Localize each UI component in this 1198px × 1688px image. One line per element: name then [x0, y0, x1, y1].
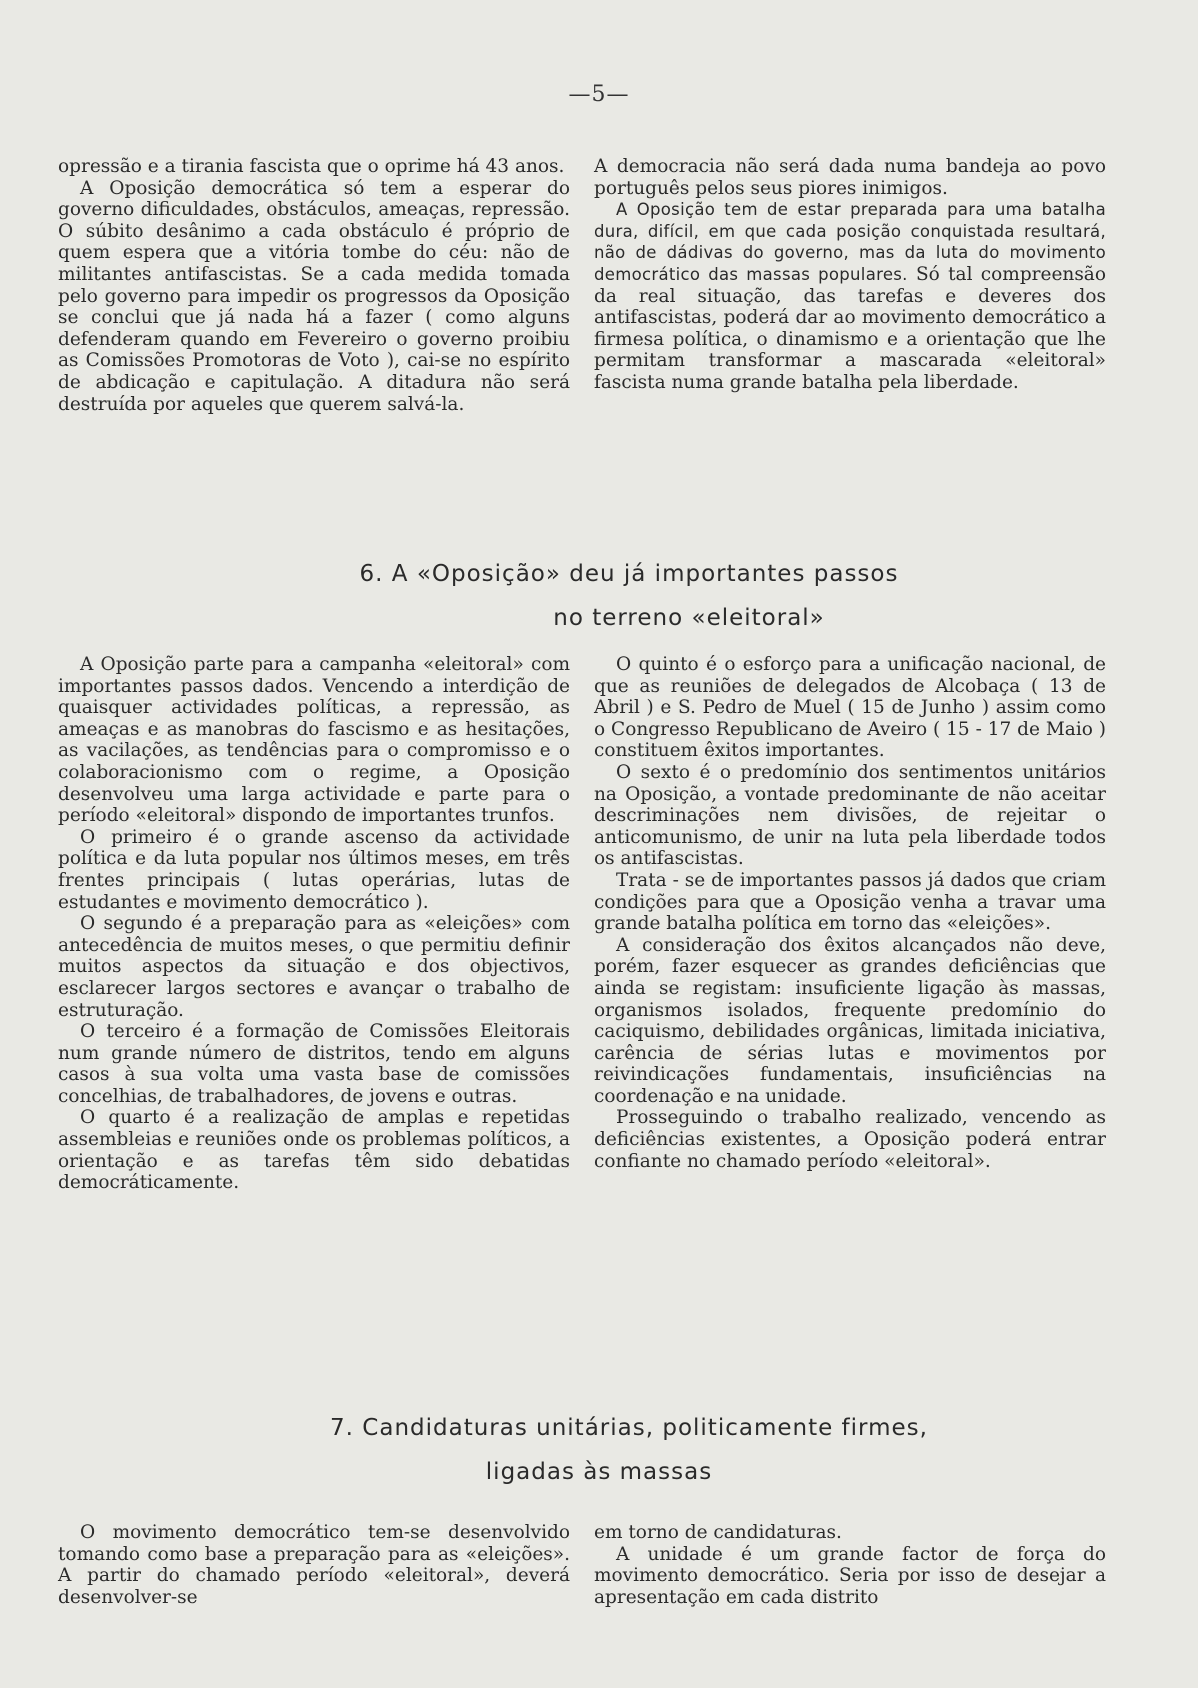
paragraph: A consideração dos êxitos alcançados não deve, porém, fazer esquecer as grandes deficiências que ainda se registam: insuficiente ligação às massas, organismos isolados, frequente predomínio do caciquismo, debilidades orgânicas, limitada iniciativa, carência de sérias lutas e movimentos por reivindicações fundamentais, insuficiências na coordenação e na unidade.	[594, 934, 1106, 1107]
paragraph: O movimento democrático tem-se desenvolvido tomando como base a preparação para as «eleições». A partir do chamado período «eleitoral», deverá desenvolver-se	[58, 1522, 570, 1608]
paragraph: O primeiro é o grande ascenso da actividade política e da luta popular nos últimos meses, em três frentes principais ( lutas operárias, lutas de estudantes e movimento democrático ).	[58, 826, 570, 913]
section1-left-column	[58, 156, 570, 415]
section3-right-column	[594, 1522, 1106, 1608]
heading-line: 7. Candidaturas unitárias, politicamente firmes,	[330, 1415, 928, 1441]
paragraph: Prosseguindo o trabalho realizado, vencendo as deficiências existentes, a Oposição poderá entrar confiante no chamado período «eleitoral».	[594, 1107, 1106, 1172]
paragraph-text: Só tal compreensão da real situação, das tarefas e deveres dos antifascistas, poderá dar ao movimento democrático a firmesa política, o dinamismo e a orientação que lhe permitam transformar a mascarada «eleitoral» fascista numa grande batalha pela liberdade.	[594, 263, 1106, 393]
paragraph: em torno de candidaturas.	[594, 1522, 842, 1543]
section2-right-column	[594, 654, 1106, 1172]
paragraph: O quarto é a realização de amplas e repetidas assembleias e reuniões onde os problemas políticos, a orientação e as tarefas têm sido debatidas democráticamente.	[58, 1107, 570, 1194]
paragraph: O sexto é o predomínio dos sentimentos unitários na Oposição, a vontade predominante de não aceitar descriminações nem divisões, de rejeitar o anticomunismo, de unir na luta pela liberdade todos os antifascistas.	[594, 761, 1106, 870]
page-number: —5—	[568, 82, 630, 107]
paragraph: A unidade é um grande factor de força do movimento democrático. Seria por isso de desejar a apresentação em cada distrito	[594, 1543, 1106, 1608]
emphasized-text: A Oposição tem de estar preparada para uma batalha dura, difícil, em que cada posição conquistada resultará, não de dádivas do governo, mas da luta do movimento democrático das massas populares.	[594, 200, 1106, 284]
heading-line: ligadas às massas	[485, 1459, 713, 1485]
section3-left-column	[58, 1522, 570, 1608]
section1-right-column	[594, 156, 1106, 394]
paragraph: O segundo é a preparação para as «eleições» com antecedência de muitos meses, o que permitiu definir muitos aspectos da situação e dos objectivos, esclarecer largos sectores e avançar o trabalho de estruturação.	[58, 913, 570, 1021]
paragraph: A Oposição democrática só tem a esperar do governo dificuldades, obstáculos, ameaças, repressão. O súbito desânimo a cada obstáculo é próprio de quem espera que a vitória tombe do céu: não de militantes antifascistas. Se a cada medida tomada pelo governo para impedir os progressos da Oposição se conclui que já nada há a fazer ( como alguns defenderam quando em Fevereiro o governo proibiu as Comissões Promotoras de Voto ), cai-se no espírito de abdicação e capitulação. A ditadura não será destruída por aqueles que querem salvá-la.	[58, 177, 570, 415]
heading-line: no terreno «eleitoral»	[553, 605, 825, 631]
section-heading-6	[0, 552, 1198, 640]
heading-line: 6. A «Oposição» deu já importantes passos	[359, 561, 899, 587]
paragraph	[594, 199, 1106, 393]
paragraph: O terceiro é a formação de Comissões Eleitorais num grande número de distritos, tendo em alguns casos à sua volta uma vasta base de comissões concelhias, de trabalhadores, de jovens e outras.	[58, 1021, 570, 1107]
paragraph: O quinto é o esforço para a unificação nacional, de que as reuniões de delegados de Alcobaça ( 13 de Abril ) e S. Pedro de Muel ( 15 de Junho ) assim como o Congresso Republicano de Aveiro ( 15 - 17 de Maio ) constituem êxitos importantes.	[594, 654, 1106, 762]
paragraph: opressão e a tirania fascista que o oprime há 43 anos.	[58, 156, 565, 177]
paragraph: A Oposição parte para a campanha «eleitoral» com importantes passos dados. Vencendo a interdição de quaisquer actividades políticas, a repressão, as ameaças e as manobras do fascismo e as hesitações, as vacilações, as tendências para o compromisso e o colaboracionismo com o regime, a Oposição desenvolveu uma larga actividade e parte para o período «eleitoral» dispondo de importantes trunfos.	[58, 654, 570, 827]
section-heading-7	[0, 1406, 1198, 1494]
section2-left-column	[58, 654, 570, 1194]
paragraph: A democracia não será dada numa bandeja ao povo português pelos seus piores inimigos.	[594, 156, 1106, 199]
paragraph: Trata - se de importantes passos já dados que criam condições para que a Oposição venha a travar uma grande batalha política em torno das «eleições».	[594, 869, 1106, 935]
